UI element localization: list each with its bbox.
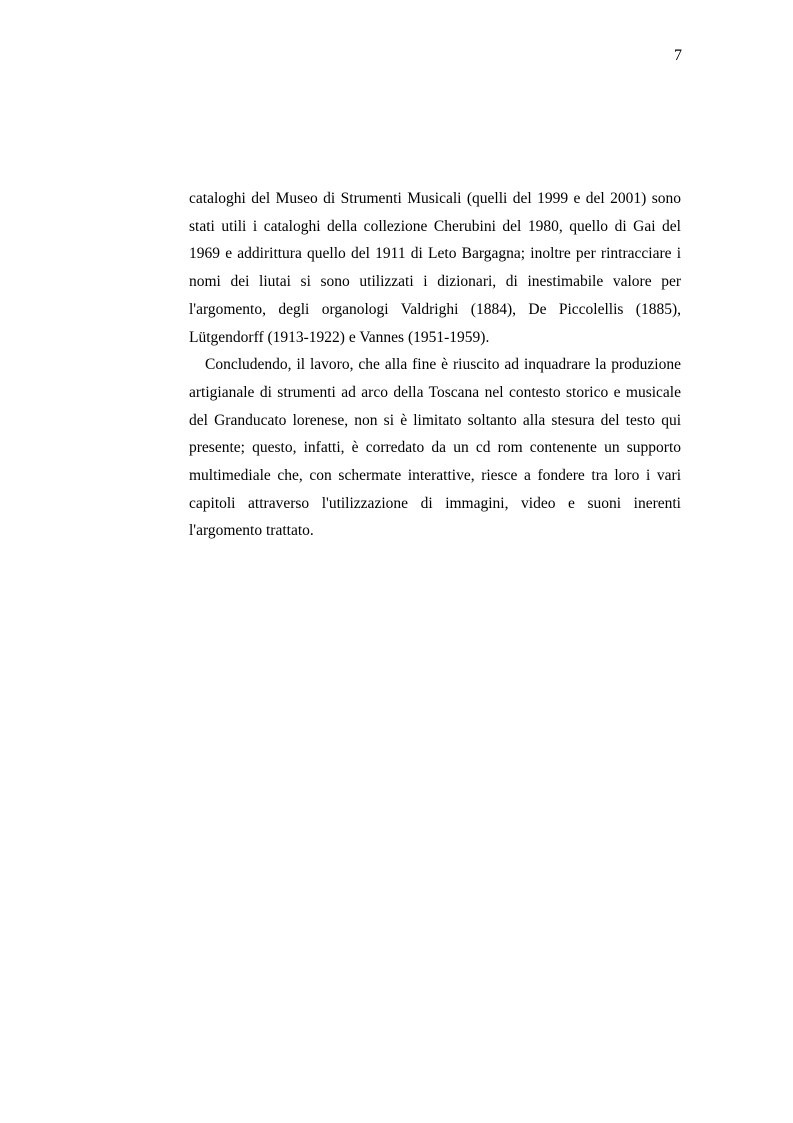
body-text [189, 185, 681, 545]
paragraph-continuation: cataloghi del Museo di Strumenti Musicali (quelli del 1999 e del 2001) sono stati utili i cataloghi della collezione Cherubini del 1980, quello di Gai del 1969 e addirittura quello del 1911 di Leto Bargagna; inoltre per rintracciare i nomi dei liutai si sono utilizzati i dizionari, di inestimabile valore per l'argomento, degli organologi Valdrighi (1884), De Piccolellis (1885), Lütgendorff (1913-1922) e Vannes (1951-1959). [189, 190, 681, 346]
paragraph-conclusion: Concludendo, il lavoro, che alla fine è riuscito ad inquadrare la produzione artigianale di strumenti ad arco della Toscana nel contesto storico e musicale del Granducato lorenese, non si è limitato soltanto alla stesura del testo qui presente; questo, infatti, è corredato da un cd rom contenente un supporto multimediale che, con schermate interattive, riesce a fondere tra loro i vari capitoli attraverso l'utilizzazione di immagini, video e suoni inerenti l'argomento trattato. [189, 356, 681, 540]
page-number: 7 [674, 47, 682, 64]
